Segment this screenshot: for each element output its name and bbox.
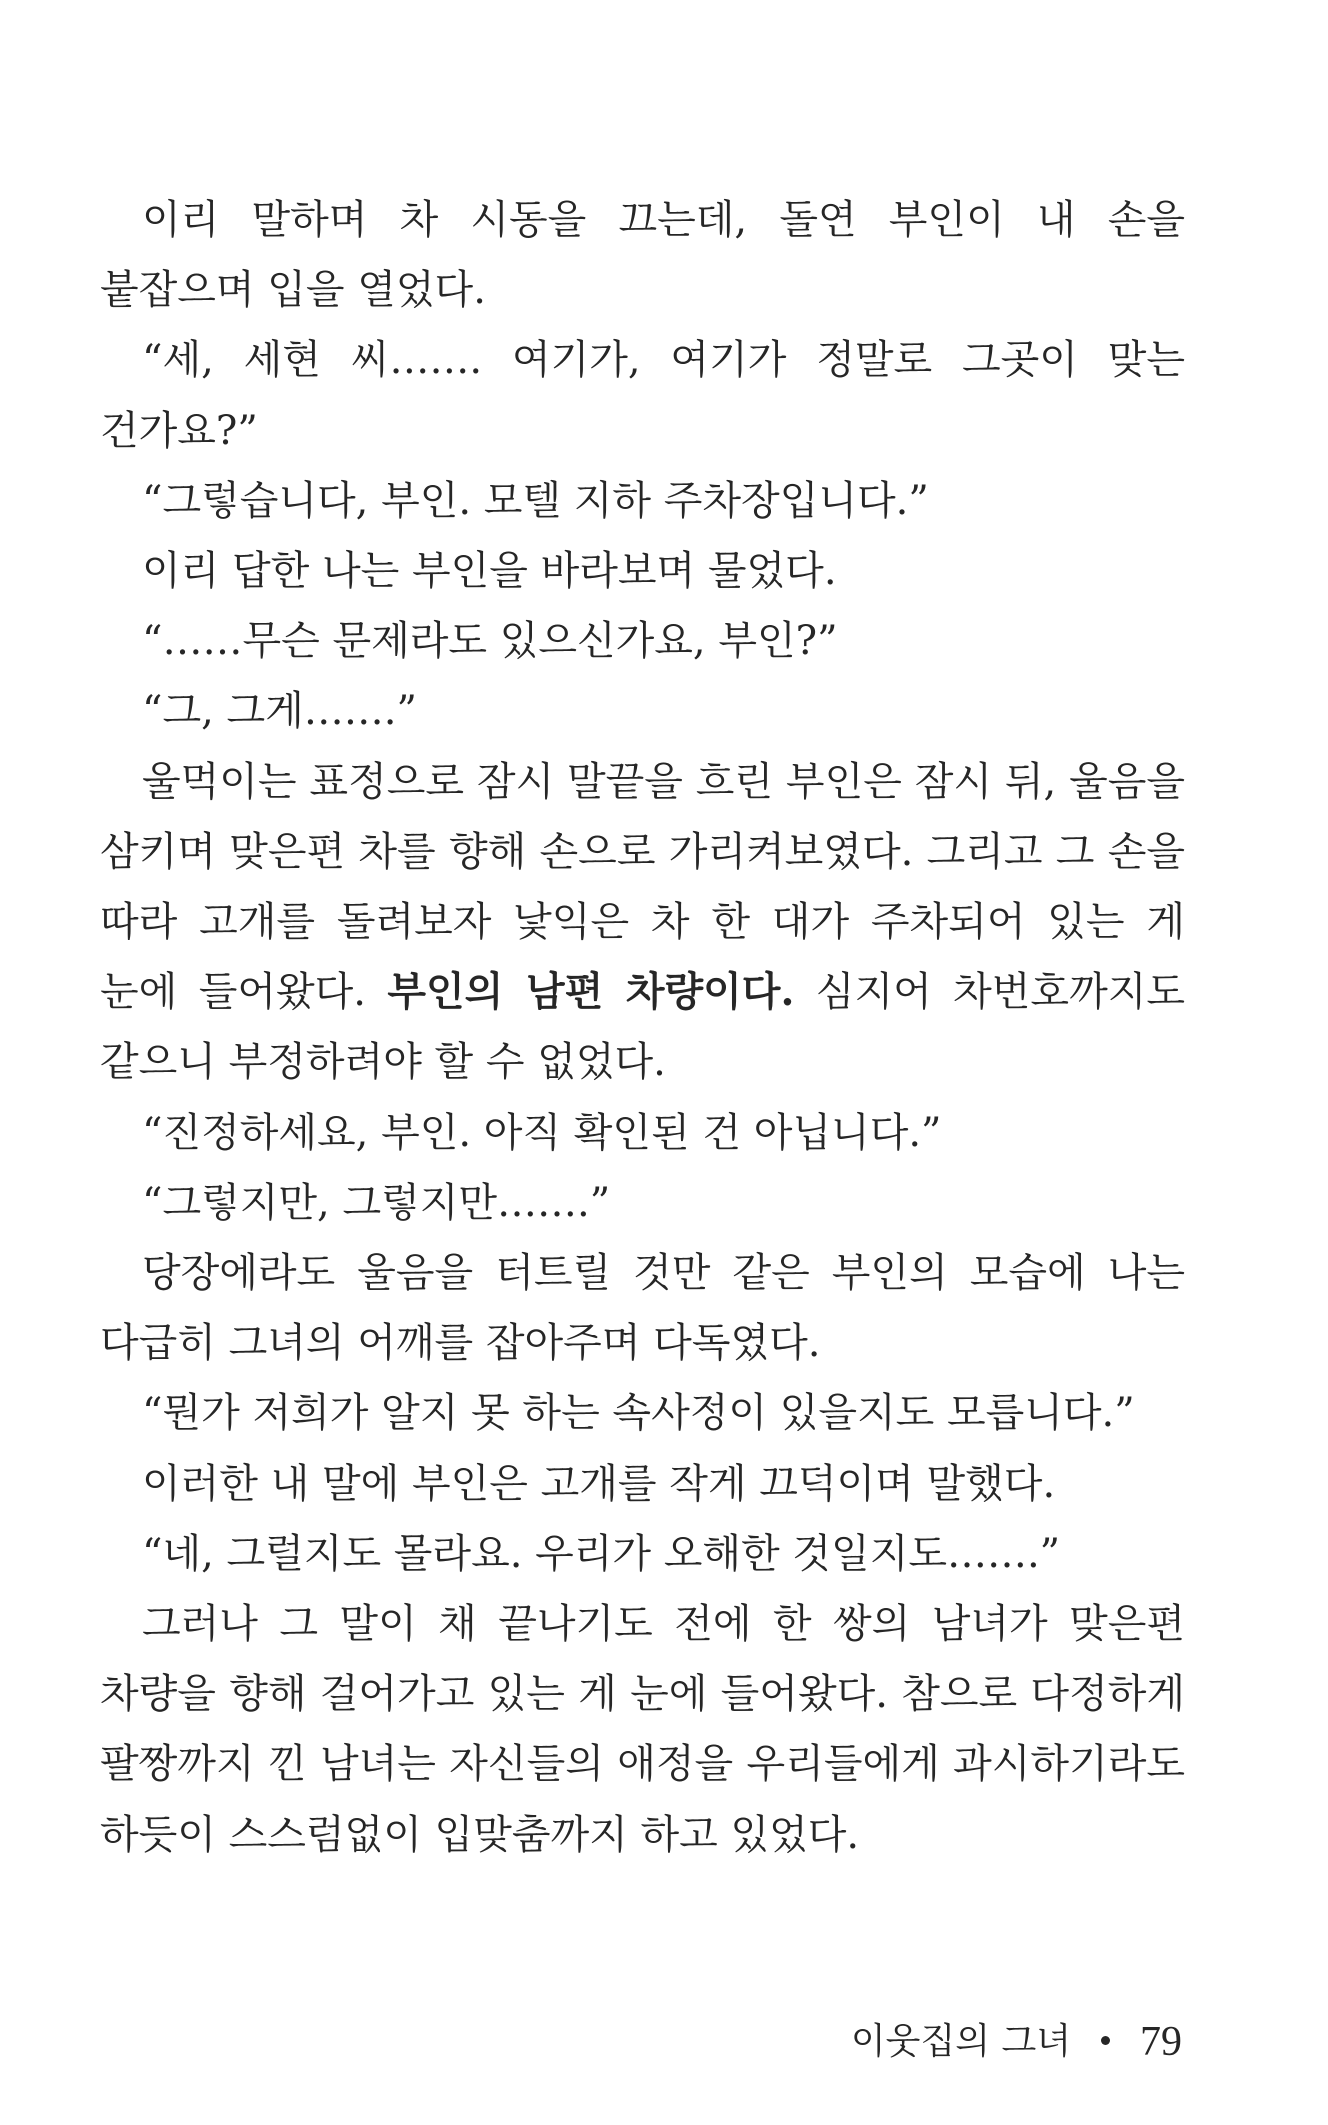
text-run: “뭔가 저희가 알지 못 하는 속사정이 있을지도 모릅니다.” xyxy=(142,1390,1135,1437)
running-title: 이웃집의 그녀 xyxy=(850,2021,1071,2062)
text-run: 울먹이는 표정으로 잠시 말끝을 흐린 부인은 잠시 뒤, 울음을 삼키며 맞은편 차를 향해 손으로 가리켜보였다. 그리고 그 손을 따라 고개를 돌려보자 낯익은 차 한 대가 주차되어 있는 게 눈에 들어왔다. xyxy=(100,758,1185,1016)
bold-text: 부인의 남편 차량이다. xyxy=(387,968,795,1016)
text-run: 당장에라도 울음을 터트릴 것만 같은 부인의 모습에 나는 다급히 그녀의 어깨를 잡아주며 다독였다. xyxy=(100,1250,1185,1367)
text-run: “……무슨 문제라도 있으신가요, 부인?” xyxy=(142,618,838,665)
text-run: “네, 그럴지도 몰라요. 우리가 오해한 것일지도…….” xyxy=(142,1530,1061,1577)
paragraph xyxy=(100,466,1185,536)
paragraph xyxy=(100,747,1185,1098)
text-run: 심지어 차번호까지도 같으니 부정하려야 할 수 없었다. xyxy=(100,969,1185,1086)
text-run: 그러나 그 말이 채 끝나기도 전에 한 쌍의 남녀가 맞은편 차량을 향해 걸어가고 있는 게 눈에 들어왔다. 참으로 다정하게 팔짱까지 낀 남녀는 자신들의 애정을 우리들에게 과시하기라도 하듯이 스스럼없이 입맞춤까지 하고 있었다. xyxy=(100,1601,1185,1858)
text-run: “그렇습니다, 부인. 모텔 지하 주차장입니다.” xyxy=(142,477,929,524)
text-run: 이리 답한 나는 부인을 바라보며 물었다. xyxy=(142,548,837,595)
bullet-separator-icon xyxy=(1101,2036,1110,2045)
paragraph xyxy=(100,1168,1185,1238)
paragraph xyxy=(100,606,1185,676)
text-run: “세, 세현 씨……. 여기가, 여기가 정말로 그곳이 맞는 건가요?” xyxy=(100,337,1185,454)
page-number: 79 xyxy=(1140,2019,1182,2065)
page-footer xyxy=(851,2018,1182,2066)
paragraph xyxy=(100,536,1185,606)
text-run: “진정하세요, 부인. 아직 확인된 건 아닙니다.” xyxy=(142,1109,942,1156)
paragraph xyxy=(100,1238,1185,1378)
text-run: “그, 그게…….” xyxy=(142,688,417,735)
paragraph xyxy=(100,1589,1185,1870)
paragraph xyxy=(100,1378,1185,1448)
paragraph xyxy=(100,325,1185,465)
paragraph xyxy=(100,1098,1185,1168)
body-text xyxy=(100,185,1185,1870)
paragraph xyxy=(100,1519,1185,1589)
text-run: 이리 말하며 차 시동을 끄는데, 돌연 부인이 내 손을 붙잡으며 입을 열었다. xyxy=(100,197,1185,314)
text-run: “그렇지만, 그렇지만…….” xyxy=(142,1179,611,1226)
paragraph xyxy=(100,1449,1185,1519)
text-run: 이러한 내 말에 부인은 고개를 작게 끄덕이며 말했다. xyxy=(142,1460,1056,1507)
paragraph xyxy=(100,676,1185,746)
paragraph xyxy=(100,185,1185,325)
